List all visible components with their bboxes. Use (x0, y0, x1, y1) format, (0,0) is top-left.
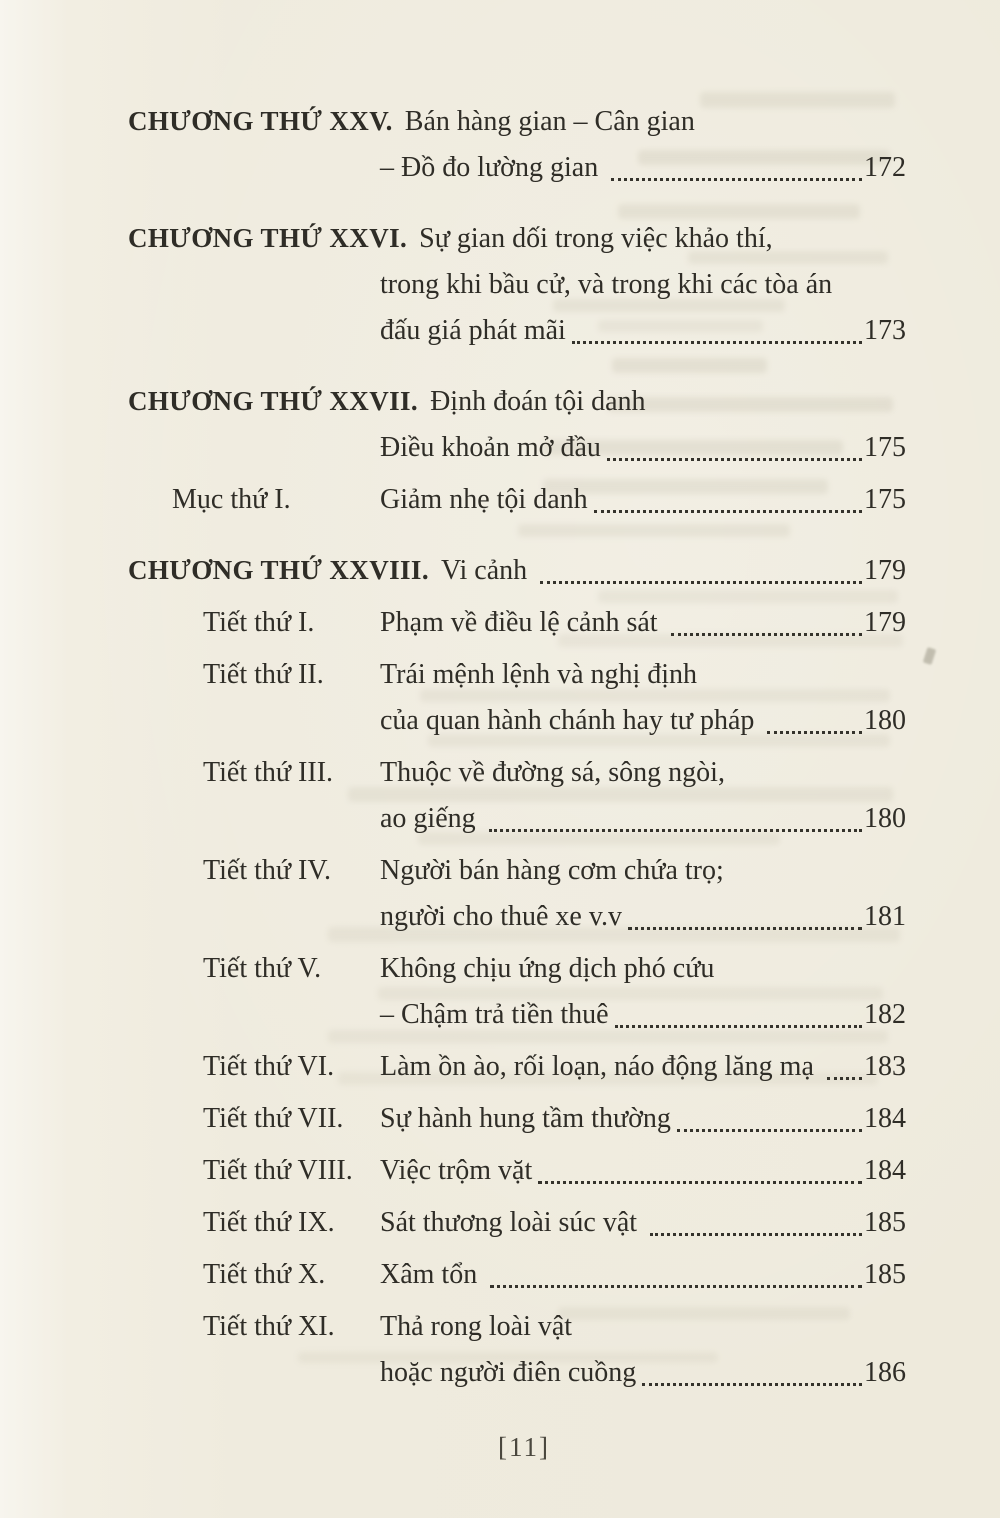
toc-page-number: 175 (864, 484, 906, 515)
toc-entry (128, 1200, 906, 1246)
toc-entry-title: Sự gian dối trong việc khảo thí, (419, 223, 773, 254)
toc-page-number: 172 (864, 152, 906, 183)
toc-entry-title: Việc trộm vặt (380, 1155, 533, 1186)
toc-entry (128, 378, 906, 471)
toc-entry-title: Sát thương loài súc vật (380, 1207, 645, 1238)
dot-leader (490, 1285, 862, 1288)
dot-leader (650, 1233, 862, 1236)
page-number: [11] (498, 1432, 550, 1462)
toc-line (128, 1044, 906, 1090)
toc-entry (128, 946, 906, 1038)
dot-leader (677, 1129, 862, 1132)
toc-entry-label: Mục thứ I. (172, 484, 291, 515)
toc-entry-label: Tiết thứ VI. (203, 1051, 335, 1082)
toc-line (128, 1200, 906, 1246)
dot-leader (594, 510, 862, 513)
toc-entry-label: CHƯƠNG THỨ XXV. (128, 106, 393, 136)
toc-line (128, 1148, 906, 1194)
toc-entry-label: CHƯƠNG THỨ XXVI. (128, 223, 408, 253)
table-of-contents (128, 98, 906, 1402)
dot-leader (628, 927, 862, 930)
dot-leader (642, 1383, 862, 1386)
toc-entry (128, 477, 906, 523)
toc-line (128, 652, 906, 698)
toc-entry-label: Tiết thứ VII. (203, 1103, 344, 1134)
toc-entry-title: – Đồ đo lường gian (380, 152, 606, 183)
toc-line (128, 1252, 906, 1298)
dot-leader (671, 633, 862, 636)
toc-entry (128, 1252, 906, 1298)
toc-entry-title: Bán hàng gian – Cân gian (404, 106, 695, 137)
toc-entry (128, 1304, 906, 1396)
toc-entry (128, 652, 906, 744)
toc-page-number: 179 (864, 607, 906, 638)
toc-line (128, 547, 906, 594)
toc-line (128, 425, 906, 471)
toc-entry-title: Điều khoản mở đầu (380, 432, 601, 463)
toc-entry (128, 600, 906, 646)
toc-entry (128, 547, 906, 594)
toc-page-number: 180 (864, 803, 906, 834)
toc-line (128, 1096, 906, 1142)
toc-entry (128, 1148, 906, 1194)
toc-entry-title: Thuộc về đường sá, sông ngòi, (380, 757, 725, 788)
toc-entry-title: Vi cảnh (440, 555, 535, 586)
toc-entry (128, 1096, 906, 1142)
toc-entry-title: Định đoán tội danh (430, 386, 646, 417)
dot-leader (538, 1181, 862, 1184)
toc-entry-label: Tiết thứ II. (203, 659, 324, 690)
toc-entry-label: Tiết thứ III. (203, 757, 334, 788)
toc-entry-label: Tiết thứ V. (203, 953, 322, 984)
ink-speck (923, 647, 937, 665)
toc-line (128, 992, 906, 1038)
toc-entry-title: ao giếng (380, 803, 483, 834)
dot-leader (540, 581, 862, 584)
toc-entry-title: đấu giá phát mãi (380, 315, 566, 346)
toc-entry-label: CHƯƠNG THỨ XXVII. (128, 386, 419, 416)
toc-entry (128, 1044, 906, 1090)
toc-line (128, 894, 906, 940)
toc-page-number: 182 (864, 999, 906, 1030)
toc-entry-title: Trái mệnh lệnh và nghị định (380, 659, 698, 690)
toc-page-number: 181 (864, 901, 906, 932)
toc-entry-title: hoặc người điên cuồng (380, 1357, 637, 1388)
toc-page-number: 185 (864, 1259, 906, 1290)
toc-page-number: 179 (864, 555, 906, 586)
toc-entry (128, 848, 906, 940)
toc-page-number: 184 (864, 1103, 906, 1134)
toc-entry-label: CHƯƠNG THỨ XXVIII. (128, 555, 429, 585)
toc-line (128, 378, 906, 425)
toc-line (128, 98, 906, 145)
toc-entry-label: Tiết thứ XI. (203, 1311, 335, 1342)
toc-line (128, 796, 906, 842)
toc-entry (128, 98, 906, 191)
dot-leader (489, 829, 862, 832)
toc-entry-label: Tiết thứ IV. (203, 855, 331, 886)
dot-leader (615, 1025, 862, 1028)
dot-leader (827, 1077, 862, 1080)
toc-page-number: 173 (864, 315, 906, 346)
toc-page-number: 186 (864, 1357, 906, 1388)
toc-line (128, 1304, 906, 1350)
toc-entry-label: Tiết thứ VIII. (203, 1155, 353, 1186)
toc-entry-title: trong khi bầu cử, và trong khi các tòa án (380, 269, 833, 300)
toc-entry-label: Tiết thứ X. (203, 1259, 326, 1290)
toc-line (128, 848, 906, 894)
toc-entry-title: Người bán hàng cơm chứa trọ; (380, 855, 724, 886)
toc-line (128, 698, 906, 744)
toc-page-number: 183 (864, 1051, 906, 1082)
toc-entry-title: – Chậm trả tiền thuê (380, 999, 609, 1030)
toc-line (128, 946, 906, 992)
toc-page-number: 185 (864, 1207, 906, 1238)
toc-entry (128, 750, 906, 842)
toc-line (128, 308, 906, 354)
toc-entry-title: Làm ồn ào, rối loạn, náo động lăng mạ (380, 1051, 821, 1082)
toc-line (128, 1350, 906, 1396)
toc-entry-title: Phạm về điều lệ cảnh sát (380, 607, 665, 638)
toc-entry-title: Thả rong loài vật (380, 1311, 573, 1342)
toc-line (128, 477, 906, 523)
dot-leader (572, 341, 862, 344)
dot-leader (767, 731, 862, 734)
toc-page-number: 180 (864, 705, 906, 736)
toc-entry-title: Xâm tổn (380, 1259, 485, 1290)
toc-line (128, 215, 906, 262)
dot-leader (611, 178, 862, 181)
toc-line (128, 145, 906, 191)
toc-entry-title: Sự hành hung tầm thường (380, 1103, 671, 1134)
toc-page-number: 175 (864, 432, 906, 463)
toc-page-number: 184 (864, 1155, 906, 1186)
dot-leader (607, 458, 862, 461)
toc-line (128, 600, 906, 646)
toc-entry-label: Tiết thứ I. (203, 607, 315, 638)
toc-entry (128, 215, 906, 354)
toc-line (128, 262, 906, 308)
toc-line (128, 750, 906, 796)
toc-entry-title: người cho thuê xe v.v (380, 901, 623, 932)
toc-entry-title: của quan hành chánh hay tư pháp (380, 705, 762, 736)
toc-entry-label: Tiết thứ IX. (203, 1207, 335, 1238)
toc-entry-title: Giảm nhẹ tội danh (380, 484, 588, 515)
toc-entry-title: Không chịu ứng dịch phó cứu (380, 953, 715, 984)
